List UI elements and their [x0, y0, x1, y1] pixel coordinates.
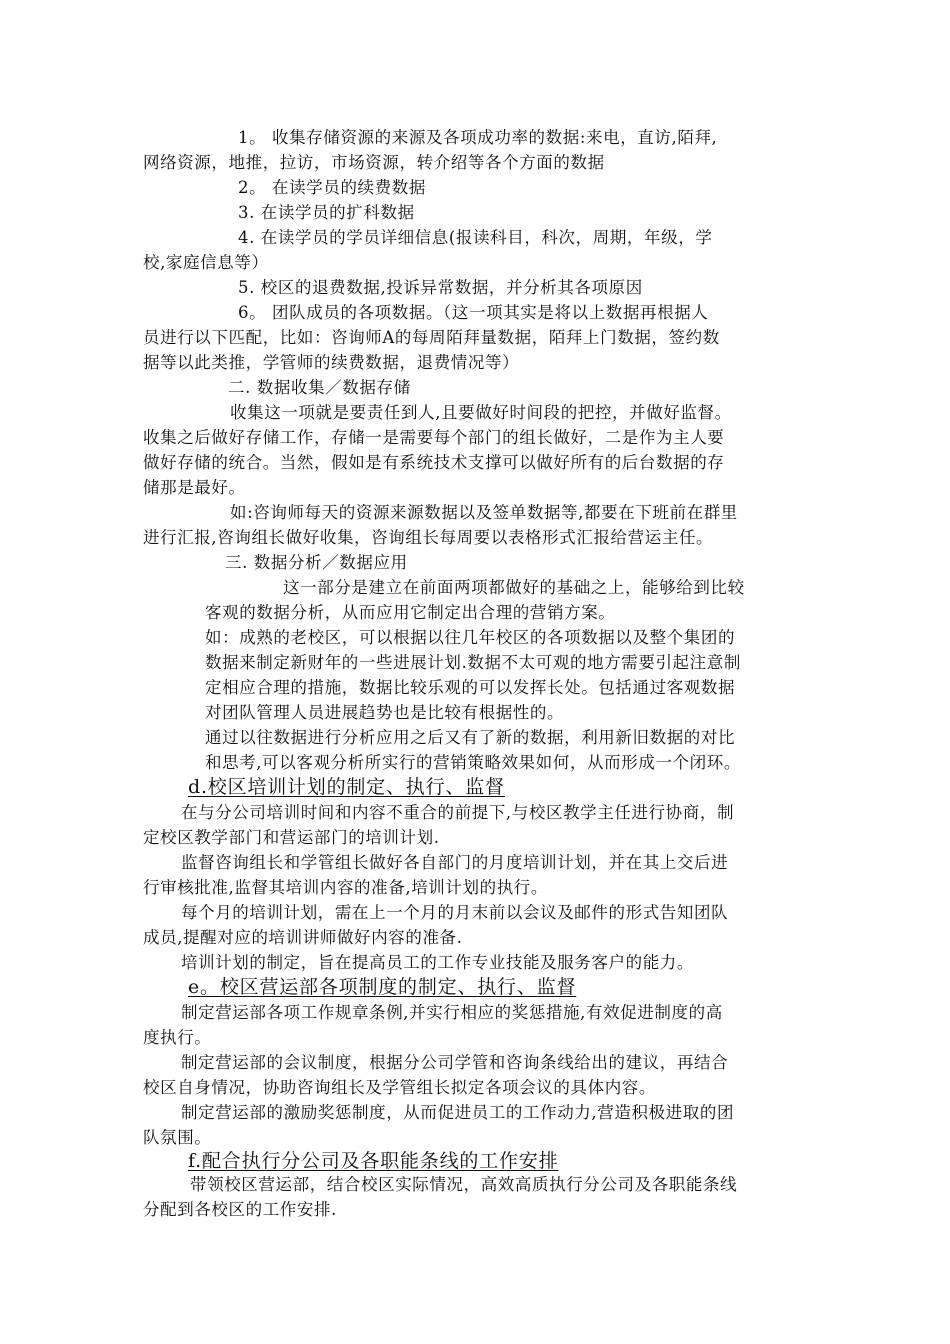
- text-line: 培训计划的制定，旨在提高员工的工作专业技能及服务客户的能力。: [181, 953, 694, 972]
- text-line: 收集这一项就是要责任到人,且要做好时间段的把控，并做好监督。: [230, 403, 732, 422]
- text-line: 4. 在读学员的学员详细信息(报读科目，科次，周期，年级，学: [238, 228, 713, 247]
- text-line: 储那是最好。: [143, 478, 246, 497]
- text-line: 员进行以下匹配，比如：咨询师A的每周陌拜量数据，陌拜上门数据，签约数: [143, 328, 720, 347]
- text-line: 5. 校区的退费数据,投诉异常数据，并分析其各项原因: [238, 278, 643, 297]
- text-line: 如:咨询师每天的资源来源数据以及签单数据等,都要在下班前在群里: [230, 503, 738, 522]
- text-line: 进行汇报,咨询组长做好收集，咨询组长每周要以表格形式汇报给营运主任。: [143, 528, 714, 547]
- text-line: 校区自身情况，协助咨询组长及学管组长拟定各项会议的具体内容。: [143, 1078, 656, 1097]
- text-line: 数据来制定新财年的一些进展计划.数据不太可观的地方需要引起注意制: [205, 653, 741, 672]
- heading-f: f.配合执行分公司及各职能条线的工作安排: [188, 1150, 559, 1172]
- text-line: 校,家庭信息等）: [143, 253, 269, 272]
- text-line: 成员,提醒对应的培训讲师做好内容的准备.: [143, 928, 463, 947]
- text-line: 定校区教学部门和营运部门的培训计划.: [143, 828, 440, 847]
- text-line: 在与分公司培训时间和内容不重合的前提下,与校区教学主任进行协商，制: [181, 803, 735, 822]
- text-line: 2。 在读学员的续费数据: [238, 178, 426, 197]
- text-line: 如：成熟的老校区，可以根据以往几年校区的各项数据以及整个集团的: [205, 628, 736, 647]
- text-line: 收集之后做好存储工作，存储一是需要每个部门的组长做好，二是作为主人要: [143, 428, 725, 447]
- text-line: 度执行。: [143, 1028, 212, 1047]
- text-line: 对团队管理人员进展趋势也是比较有根据性的。: [205, 703, 565, 722]
- section-heading-2: 二. 数据收集／数据存储: [228, 378, 411, 397]
- text-line: 队氛围。: [143, 1128, 212, 1147]
- text-line: 行审核批准,监督其培训内容的准备,培训计划的执行。: [143, 878, 548, 897]
- text-line: 3. 在读学员的扩科数据: [238, 203, 415, 222]
- text-line: 定相应合理的措施，数据比较乐观的可以发挥长处。包括通过客观数据: [205, 678, 736, 697]
- text-line: 这一部分是建立在前面两项都做好的基础之上，能够给到比较: [283, 578, 745, 597]
- text-line: 带领校区营运部，结合校区实际情况，高效高质执行分公司及各职能条线: [190, 1175, 738, 1194]
- text-line: 通过以往数据进行分析应用之后又有了新的数据，利用新旧数据的对比: [205, 728, 736, 747]
- text-line: 据等以此类推，学管师的续费数据，退费情况等）: [143, 353, 520, 372]
- section-heading-3: 三. 数据分析／数据应用: [225, 553, 408, 572]
- text-line: 制定营运部的激励奖惩制度，从而促进员工的工作动力,营造积极进取的团: [181, 1103, 735, 1122]
- text-line: 做好存储的统合。当然，假如是有系统技术支撑可以做好所有的后台数据的存: [143, 453, 725, 472]
- text-line: 制定营运部的会议制度，根据分公司学管和咨询条线给出的建议，再结合: [181, 1053, 729, 1072]
- text-line: 1。 收集存储资源的来源及各项成功率的数据:来电，直访,陌拜,: [238, 128, 718, 147]
- heading-e: e。校区营运部各项制度的制定、执行、监督: [188, 976, 577, 998]
- text-line: 制定营运部各项工作规章条例,并实行相应的奖惩措施,有效促进制度的高: [181, 1003, 723, 1022]
- text-line: 客观的数据分析，从而应用它制定出合理的营销方案。: [205, 603, 616, 622]
- text-line: 分配到各校区的工作安排.: [143, 1200, 337, 1219]
- text-line: 网络资源，地推，拉访，市场资源，转介绍等各个方面的数据: [143, 153, 605, 172]
- heading-d: d.校区培训计划的制定、执行、监督: [188, 776, 505, 798]
- text-line: 监督咨询组长和学管组长做好各自部门的月度培训计划，并在其上交后进: [181, 853, 729, 872]
- text-line: 和思考,可以客观分析所实行的营销策略效果如何，从而形成一个闭环。: [205, 753, 741, 772]
- text-line: 每个月的培训计划，需在上一个月的月末前以会议及邮件的形式告知团队: [181, 903, 729, 922]
- text-line: 6。 团队成员的各项数据。（这一项其实是将以上数据再根据人: [238, 303, 709, 322]
